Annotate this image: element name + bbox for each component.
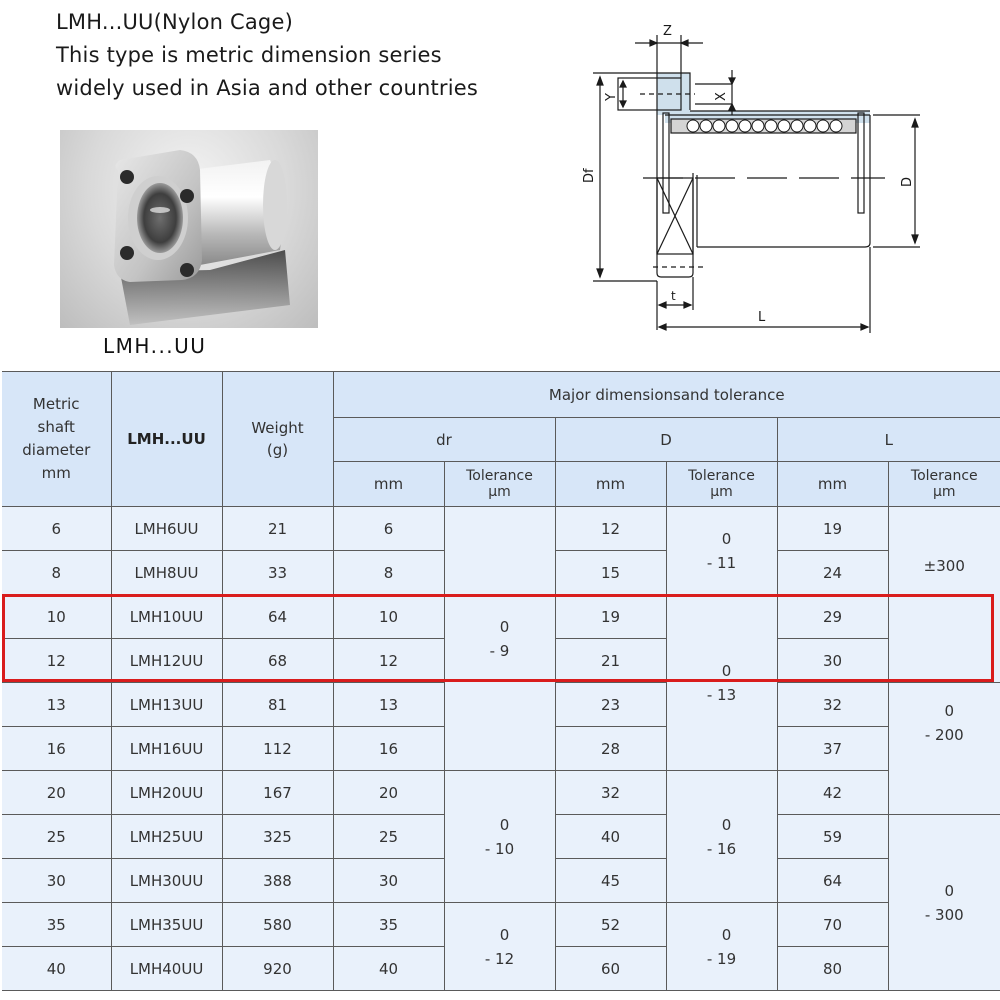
cell-model: LMH12UU: [111, 639, 222, 683]
cell-weight: 167: [222, 771, 333, 815]
cell-dr-tolerance: 0 - 9: [444, 507, 555, 771]
cell-dr: 16: [333, 727, 444, 771]
cell-weight: 33: [222, 551, 333, 595]
table-row: [2, 507, 1000, 551]
cell-shaft: 35: [2, 903, 111, 947]
cell-D: 28: [555, 727, 666, 771]
cell-D-tolerance: 0 - 11: [666, 507, 777, 595]
header-D: D: [555, 418, 777, 462]
cell-dr: 10: [333, 595, 444, 639]
cell-weight: 68: [222, 639, 333, 683]
cell-dr: 20: [333, 771, 444, 815]
cell-L: 19: [777, 507, 888, 551]
cell-model: LMH40UU: [111, 947, 222, 991]
header-D-tolerance: Tolerance µm: [666, 462, 777, 507]
cell-L-tolerance: 0 - 200: [888, 683, 1000, 815]
cell-model: LMH35UU: [111, 903, 222, 947]
cell-D: 15: [555, 551, 666, 595]
cell-L: 42: [777, 771, 888, 815]
cell-model: LMH10UU: [111, 595, 222, 639]
bearing-cross-section-diagram-icon: [575, 15, 935, 345]
svg-text:X: X: [714, 92, 729, 101]
cell-weight: 388: [222, 859, 333, 903]
header-L: L: [777, 418, 1000, 462]
header-dr-tolerance: Tolerance µm: [444, 462, 555, 507]
header-weight: Weight (g): [222, 372, 333, 507]
cell-shaft: 6: [2, 507, 111, 551]
description-line-2: widely used in Asia and other countries: [56, 76, 479, 100]
cell-model: LMH16UU: [111, 727, 222, 771]
flanged-linear-bearing-photo-icon: [60, 130, 318, 328]
svg-text:t: t: [671, 289, 676, 303]
cell-model: LMH6UU: [111, 507, 222, 551]
cell-dr: 12: [333, 639, 444, 683]
svg-text:Df: Df: [582, 168, 597, 183]
cell-dr-tolerance: 0 - 12: [444, 903, 555, 991]
cell-D: 60: [555, 947, 666, 991]
cell-dr-tolerance: 0 - 10: [444, 771, 555, 903]
cell-shaft: 13: [2, 683, 111, 727]
cell-D: 12: [555, 507, 666, 551]
svg-text:Z: Z: [663, 24, 672, 39]
cell-shaft: 30: [2, 859, 111, 903]
cell-L: 70: [777, 903, 888, 947]
cell-model: LMH8UU: [111, 551, 222, 595]
cell-D: 45: [555, 859, 666, 903]
cell-model: LMH25UU: [111, 815, 222, 859]
cell-dr: 30: [333, 859, 444, 903]
table-row: [2, 771, 1000, 815]
cell-weight: 580: [222, 903, 333, 947]
cell-L: 37: [777, 727, 888, 771]
cell-D: 52: [555, 903, 666, 947]
header-model: LMH...UU: [111, 372, 222, 507]
cell-weight: 920: [222, 947, 333, 991]
cell-L-tolerance: 0 - 300: [888, 815, 1000, 991]
cell-weight: 21: [222, 507, 333, 551]
cell-dr: 13: [333, 683, 444, 727]
cell-L: 59: [777, 815, 888, 859]
cell-model: LMH20UU: [111, 771, 222, 815]
cell-L: 32: [777, 683, 888, 727]
header-L-mm: mm: [777, 462, 888, 507]
cell-D: 23: [555, 683, 666, 727]
cell-L: 29: [777, 595, 888, 639]
photo-caption: LMH...UU: [103, 334, 207, 358]
cell-model: LMH13UU: [111, 683, 222, 727]
table-row: [2, 903, 1000, 947]
svg-text:Y: Y: [604, 93, 619, 101]
cell-shaft: 16: [2, 727, 111, 771]
cell-shaft: 20: [2, 771, 111, 815]
cell-L: 80: [777, 947, 888, 991]
intro-text: [56, 6, 478, 105]
cell-weight: 112: [222, 727, 333, 771]
cell-L-tolerance: ±300: [888, 507, 1000, 683]
cell-D: 32: [555, 771, 666, 815]
header-shaft-diameter: Metric shaft diameter mm: [2, 372, 111, 507]
cell-weight: 81: [222, 683, 333, 727]
cell-dr: 8: [333, 551, 444, 595]
cell-dr: 6: [333, 507, 444, 551]
cell-D-tolerance: 0 - 19: [666, 903, 777, 991]
cell-D: 19: [555, 595, 666, 639]
cell-D: 21: [555, 639, 666, 683]
cell-dr: 35: [333, 903, 444, 947]
product-title: LMH...UU(Nylon Cage): [56, 10, 293, 34]
header-major-dimensions: Major dimensionsand tolerance: [333, 372, 1000, 418]
cell-shaft: 8: [2, 551, 111, 595]
cell-L: 24: [777, 551, 888, 595]
cell-shaft: 25: [2, 815, 111, 859]
technical-drawing: [575, 15, 935, 345]
header-dr-mm: mm: [333, 462, 444, 507]
cell-shaft: 12: [2, 639, 111, 683]
svg-text:D: D: [900, 176, 915, 187]
cell-D-tolerance: 0 - 16: [666, 771, 777, 903]
product-photo: [60, 130, 318, 328]
spec-table: [2, 371, 1000, 991]
cell-shaft: 40: [2, 947, 111, 991]
cell-L: 30: [777, 639, 888, 683]
cell-weight: 325: [222, 815, 333, 859]
header-dr: dr: [333, 418, 555, 462]
cell-weight: 64: [222, 595, 333, 639]
cell-dr: 40: [333, 947, 444, 991]
svg-text:L: L: [758, 310, 766, 325]
cell-shaft: 10: [2, 595, 111, 639]
header-L-tolerance: Tolerance µm: [888, 462, 1000, 507]
description-line-1: This type is metric dimension series: [56, 43, 442, 67]
cell-D: 40: [555, 815, 666, 859]
cell-D-tolerance: 0 - 13: [666, 595, 777, 771]
cell-model: LMH30UU: [111, 859, 222, 903]
cell-L: 64: [777, 859, 888, 903]
header-D-mm: mm: [555, 462, 666, 507]
cell-dr: 25: [333, 815, 444, 859]
